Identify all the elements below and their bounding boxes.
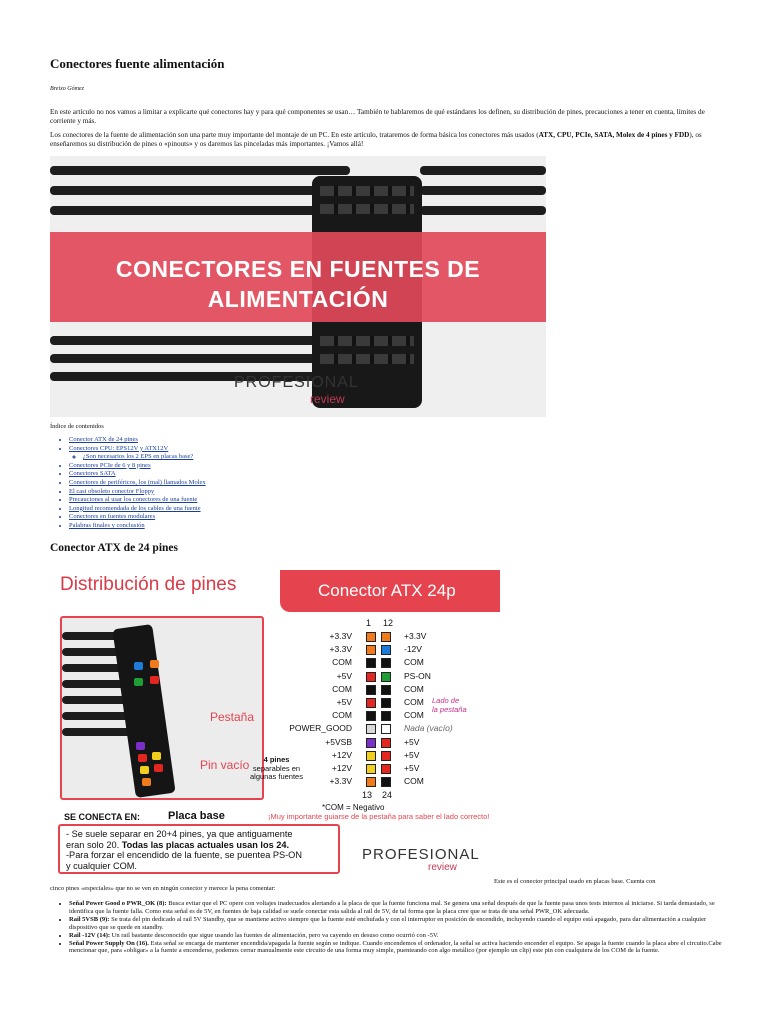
pin-vacio-label: Pin vacío [200,758,250,772]
pin-label-right: +5V [404,763,420,773]
toc-link[interactable]: Longitud recomendada de los cables de una fuente [69,504,201,512]
pin-label-left: POWER_GOOD [289,723,352,734]
pin-label-left: +12V [331,763,352,773]
pin-square [381,632,391,642]
pin-square [366,658,376,668]
pin-square [366,711,376,721]
pin-square [366,724,376,734]
col-number: 1 [366,618,372,628]
col-number: 13 [362,790,373,800]
list-item: • Señal Power Good o PWR_OK (8): Busca evitar que el PC opere con voltajes inadecuados alertando a la placa de que la fuente funciona mal. Se genera una señal después de que la fuente pasa unos tests internos al iniciarse. Si tarda demasiado, se identifica que la fuente falla. Como esta señal es de 5V, en fuentes de baja calidad se suele conectar esta salida al rail de 5V, de tal forma que la placa cree que se trata de una señal PWR_OK adecuada. [69,900,729,916]
pin-label-right: COM [404,697,424,707]
article-title: Conectores fuente alimentación [50,56,225,71]
author-name: Breixo Gómez [50,86,84,92]
toc-link[interactable]: Conectores PCIe de 6 y 8 pines [69,461,151,469]
col-number: 12 [383,618,394,628]
continued-text: cinco pines «especiales» que no se ven en ningún conector y merece la pena comentar: [50,885,276,892]
table-of-contents [60,436,206,531]
pin-label-left: COM [332,710,352,721]
pin-square [381,711,391,721]
pin-label-right: +5V [404,736,420,747]
pin-label-left: +3.3V [329,644,352,655]
pin-label-left: +3.3V [329,776,352,787]
hero-logo-sub: review [310,392,345,406]
pinout-image [50,560,504,878]
pin-label-left: COM [332,683,352,694]
pin-label-left: +3.3V [329,631,352,641]
pinout-logo-sub: review [428,862,457,873]
com-negativo-note: *COM = Negativo [322,803,385,812]
pin-label-left: +5V [336,697,352,707]
lado-pestana-note: Lado de la pestaña [432,696,467,714]
list-item: • Rail -12V (14): Un rail bastante desconocido que sigue usando las fuentes de alimentación, pero va cayendo en desuso como ocurrió con -5V. [69,932,729,940]
pinout-logo: PROFESIONAL [362,846,480,863]
pin-square [381,777,391,787]
pin-square [366,777,376,787]
pinout-title: Distribución de pines [60,574,237,595]
pin-square [366,751,376,761]
pin-label-right: PS-ON [404,670,431,681]
pin-square [366,632,376,642]
pin-label-right: +3.3V [404,631,427,641]
pin-square [366,738,376,748]
hero-title-line2: ALIMENTACIÓN [207,286,389,312]
pin-label-right: COM [404,657,424,668]
toc-link[interactable]: El casi obsoleto conector Floppy [69,487,155,495]
hero-logo: PROFESIONAL [234,374,359,391]
toc-link[interactable]: Conectores CPU: EPS12V y ATX12V [69,444,169,452]
pin-label-right: +5V [404,749,420,760]
toc-link[interactable]: Precauciones al usar los conectores de una fuente [69,496,198,504]
pin-label-left: +5V [336,670,352,681]
pin-square [381,685,391,695]
pin-label-left: +12V [331,749,352,760]
pin-square [381,645,391,655]
connector-photo [60,616,264,800]
toc-link[interactable]: Palabras finales y conclusión [69,521,145,529]
pin-square [381,724,391,734]
conecta-en-label: SE CONECTA EN: [64,812,141,822]
pin-label-right: COM [404,710,424,721]
pin-square [366,672,376,682]
pestana-label: Pestaña [210,710,255,724]
pin-square [366,685,376,695]
section-heading: Conector ATX de 24 pines [50,542,178,554]
pin-square [381,672,391,682]
pin-label-left: COM [332,657,352,668]
pin-square [381,764,391,774]
toc-title: Índice de contenidos [50,423,104,430]
list-item: • Rail 5VSB (9): Se trata del pin dedicado al rail 5V Standby, que se mantiene activo siempre que la fuente esté enchufada y con el interruptor en posición de encendido, incluyendo cuando el equipo está apagado, para dar alimentación a cualquier dispositivo que se quede en standby. [69,916,729,932]
placa-base-label: Placa base [168,810,225,822]
pin-square [381,698,391,708]
toc-link[interactable]: Conectores de periféricos, los (mal) llamados Molex [69,478,206,486]
toc-link[interactable]: Conector ATX de 24 pines [69,436,138,443]
list-item: • Señal Power Supply On (16). Esta señal se encarga de mantener encendida/apagada la fuente según se indique. Cuando encendemos el ordenador, la señal se activa haciendo encender el equipo. Se apaga la fuente cuando la placa abre el circuito.Cabe mencionar que, para «obligar» a la fuente a encenderse, podemos cerrar manualmente este circuito de una forma muy simple, puenteando con algo metálico (por ejemplo un clip) este pin con cualquiera de los COM de la fuente. [69,940,729,956]
intro-paragraph-2: Los conectores de la fuente de alimentación son una parte muy importante del montaje de un PC. En este artículo, trataremos de forma básica los conectores más usados (ATX, CPU, PCIe, SATA, Molex de 4 pines y FDD), os enseñaremos su distribución de pines o «pinouts» y os daremos las pinceladas más importantes. ¡Vamos allá! [50,131,702,148]
pin-square [366,645,376,655]
hero-image [50,156,546,417]
col-number: 24 [382,790,393,800]
pin-label-left: +5VSB [325,736,352,747]
toc-sublink[interactable]: ¿Son necesarios los 2 EPS en placas base? [83,453,194,461]
pin-square [381,751,391,761]
pinout-connector-title: Conector ATX 24p [318,581,456,600]
four-pins-note: 4 pines separables en algunas fuentes [250,755,303,781]
pin-square [381,658,391,668]
toc-link[interactable]: Conectores en fuentes modulares [69,513,156,521]
warning-text: ¡Muy importante guiarse de la pestaña para saber el lado correcto! [268,812,490,821]
image-caption: Este es el conector principal usado en placas base. Cuenta con [494,878,656,885]
special-pins-list [60,900,729,955]
pin-label-right: Nada (vacío) [404,723,453,734]
note-box: - Se suele separar en 20+4 pines, ya que antiguamente eran solo 20. Todas las placas actuales usan los 24. -Para forzar el encendido de la fuente, se puentea PS-ON y cualquier COM. [58,824,340,874]
pin-label-right: COM [404,683,424,694]
pinout-header-box [280,570,500,612]
pin-square [381,738,391,748]
pin-label-right: -12V [404,644,422,655]
pin-label-right: COM [404,776,424,787]
hero-title-line1: CONECTORES EN FUENTES DE [115,256,481,282]
pin-square [366,764,376,774]
intro-paragraph: En este artículo no nos vamos a limitar a explicarte qué conectores hay y para qué componentes se usan… También te hablaremos de qué estándares los definen, su distribución de pines, precauciones a tener en cuenta, límites de corriente y más. [50,108,705,125]
toc-link[interactable]: Conectores SATA [69,470,116,478]
pin-square [366,698,376,708]
